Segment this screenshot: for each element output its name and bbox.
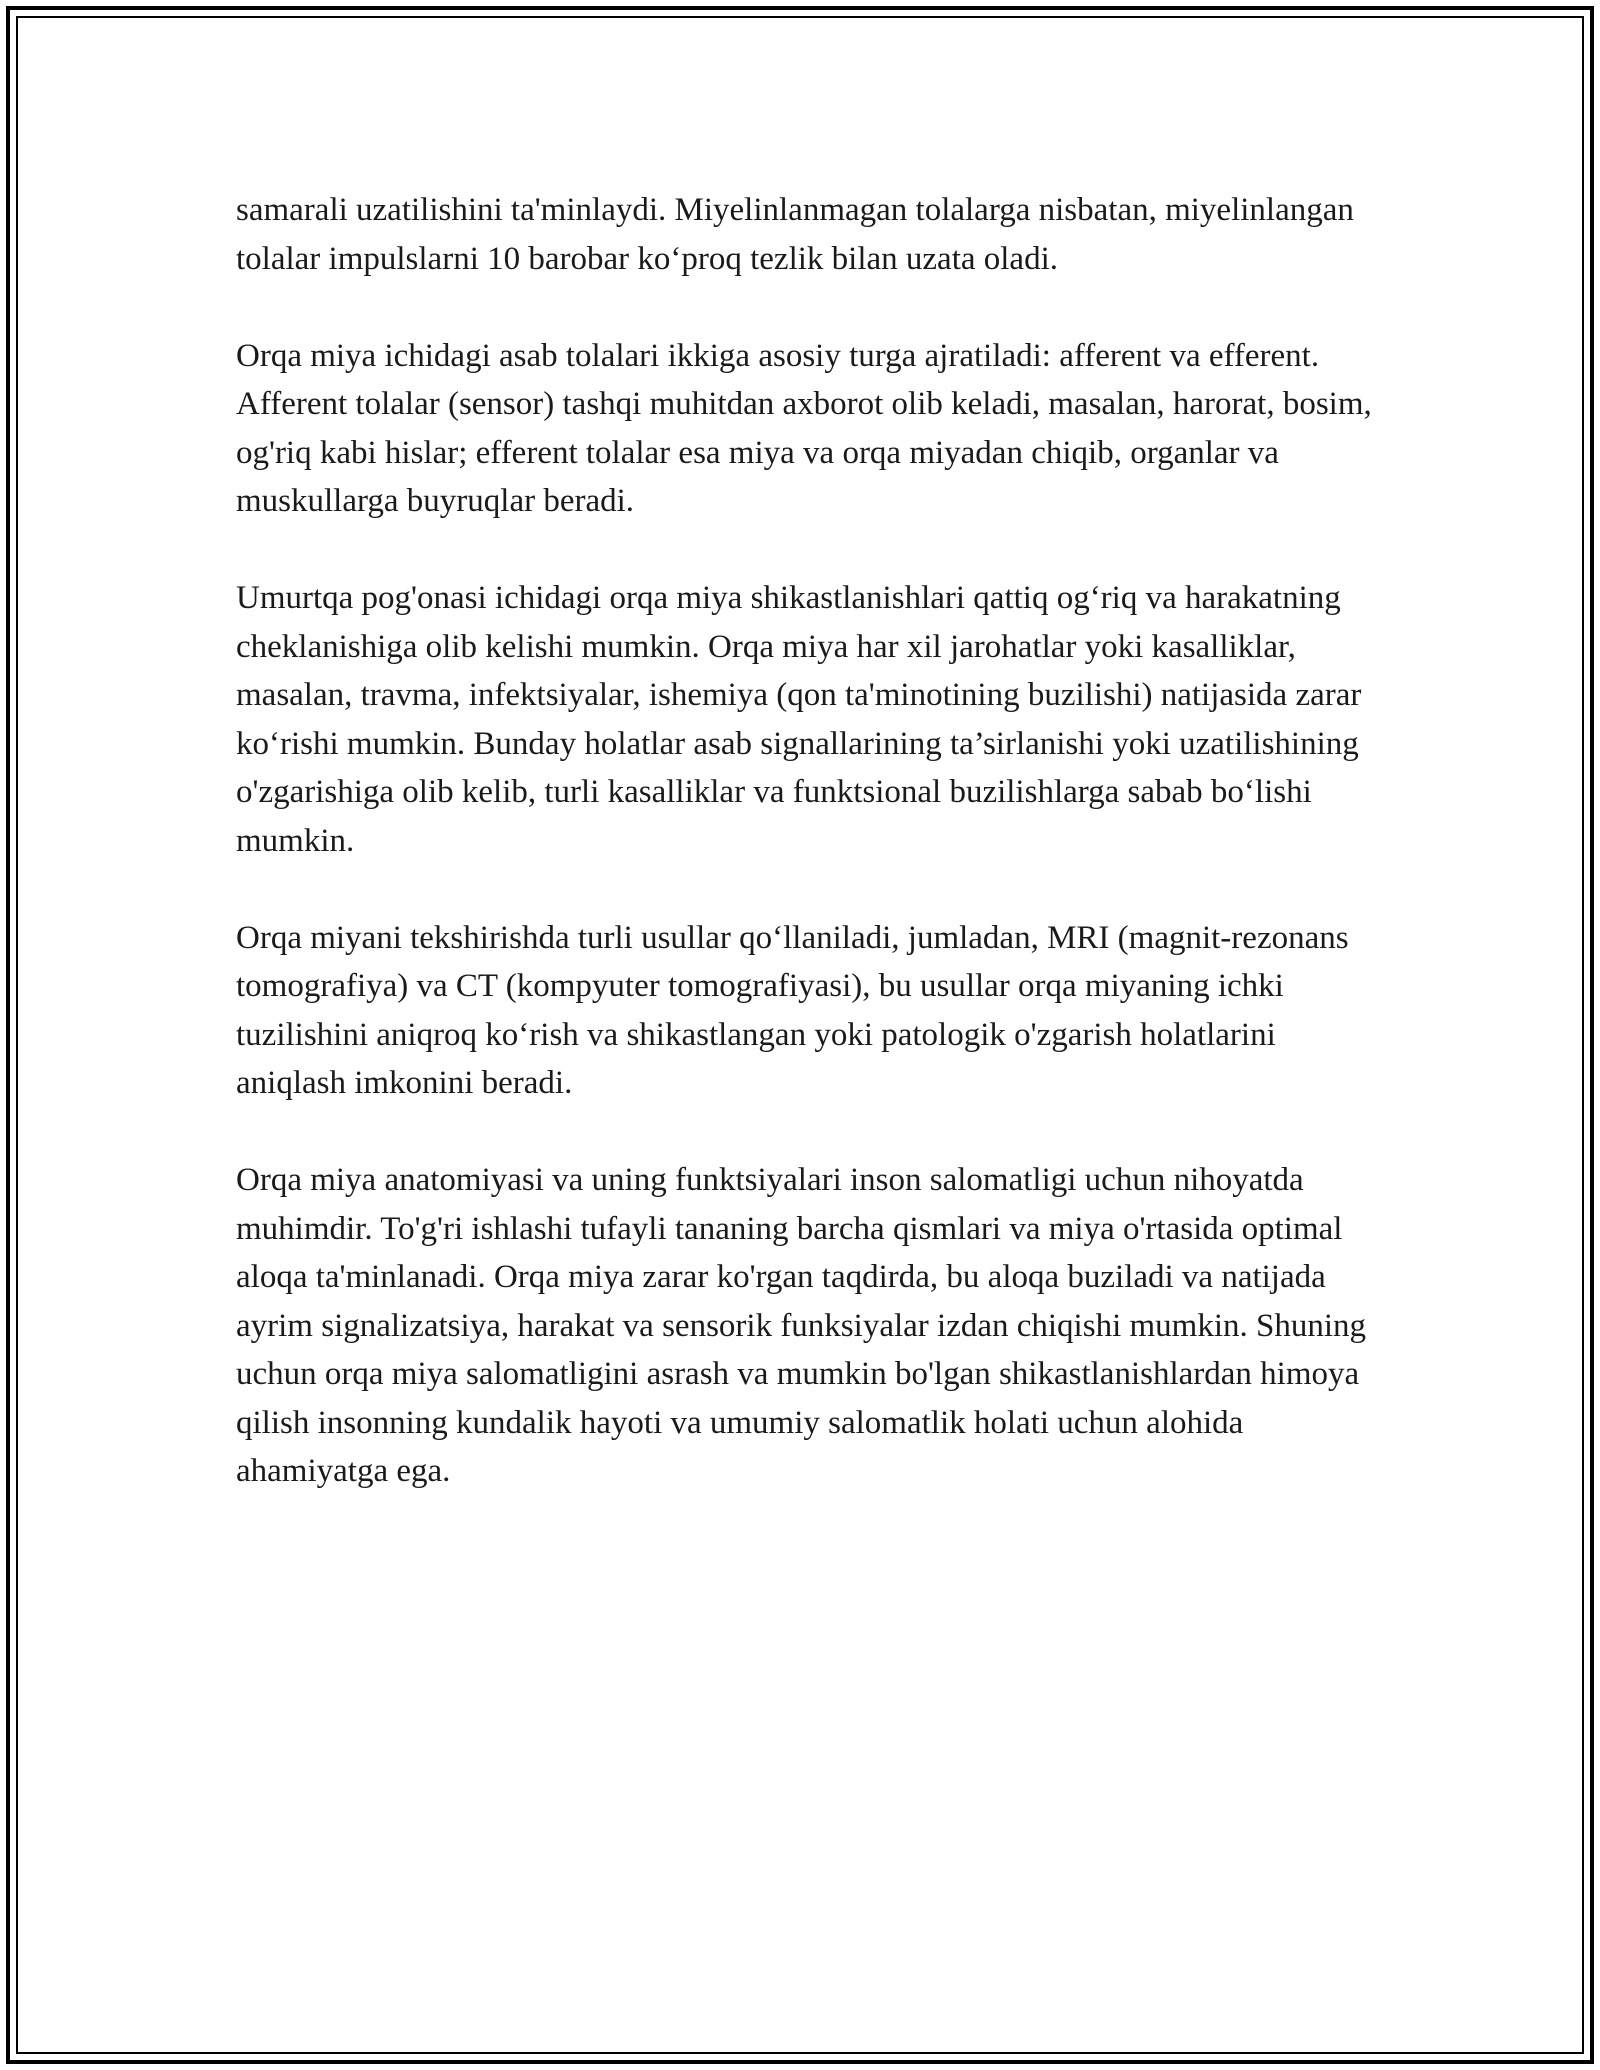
paragraph-5: Orqa miya anatomiyasi va uning funktsiyalari inson salomatligi uchun nihoyatda muhimdir. To'g'ri ishlashi tufayli tananing barcha qismlari va miya o'rtasida optimal aloqa ta'minlanadi. Orqa miya zarar ko'rgan taqdirda, bu aloqa buziladi va natijada ayrim signalizatsiya, harakat va sensorik funksiyalar izdan chiqishi mumkin. Shuning uchun orqa miya salomatligini asrash va mumkin bo'lgan shikastlanishlardan himoya qilish insonning kundalik hayoti va umumiy salomatlik holati uchun alohida ahamiyatga ega.: [236, 1162, 1367, 1489]
paragraph-4: Orqa miyani tekshirishda turli usullar qo‘llaniladi, jumladan, MRI (magnit-rezonans tomografiya) va CT (kompyuter tomografiyasi), bu usullar orqa miyaning ichki tuzilishini aniqroq ko‘rish va shikastlangan yoki patologik o'zgarish holatlarini aniqlash imkonini beradi.: [236, 919, 1349, 1101]
paragraph-1: samarali uzatilishini ta'minlaydi. Miyelinlanmagan tolalarga nisbatan, miyelinlangan tolalar impulslarni 10 barobar ko‘proq tezlik bilan uzata oladi.: [236, 192, 1354, 277]
paragraph-3: Umurtqa pog'onasi ichidagi orqa miya shikastlanishlari qattiq og‘riq va harakatning cheklanishiga olib kelishi mumkin. Orqa miya har xil jarohatlar yoki kasalliklar, masalan, travma, infektsiyalar, ishemiya (qon ta'minotining buzilishi) natijasida zarar ko‘rishi mumkin. Bunday holatlar asab signallarining ta’sirlanishi yoki uzatilishining o'zgarishiga olib kelib, turli kasalliklar va funktsional buzilishlarga sabab bo‘lishi mumkin.: [236, 580, 1362, 859]
document-body: [236, 186, 1386, 1544]
paragraph-2: Orqa miya ichidagi asab tolalari ikkiga asosiy turga ajratiladi: afferent va efferent. Afferent tolalar (sensor) tashqi muhitdan axborot olib keladi, masalan, harorat, bosim, og'riq kabi hislar; efferent tolalar esa miya va orqa miyadan chiqib, organlar va muskullarga buyruqlar beradi.: [236, 337, 1372, 519]
